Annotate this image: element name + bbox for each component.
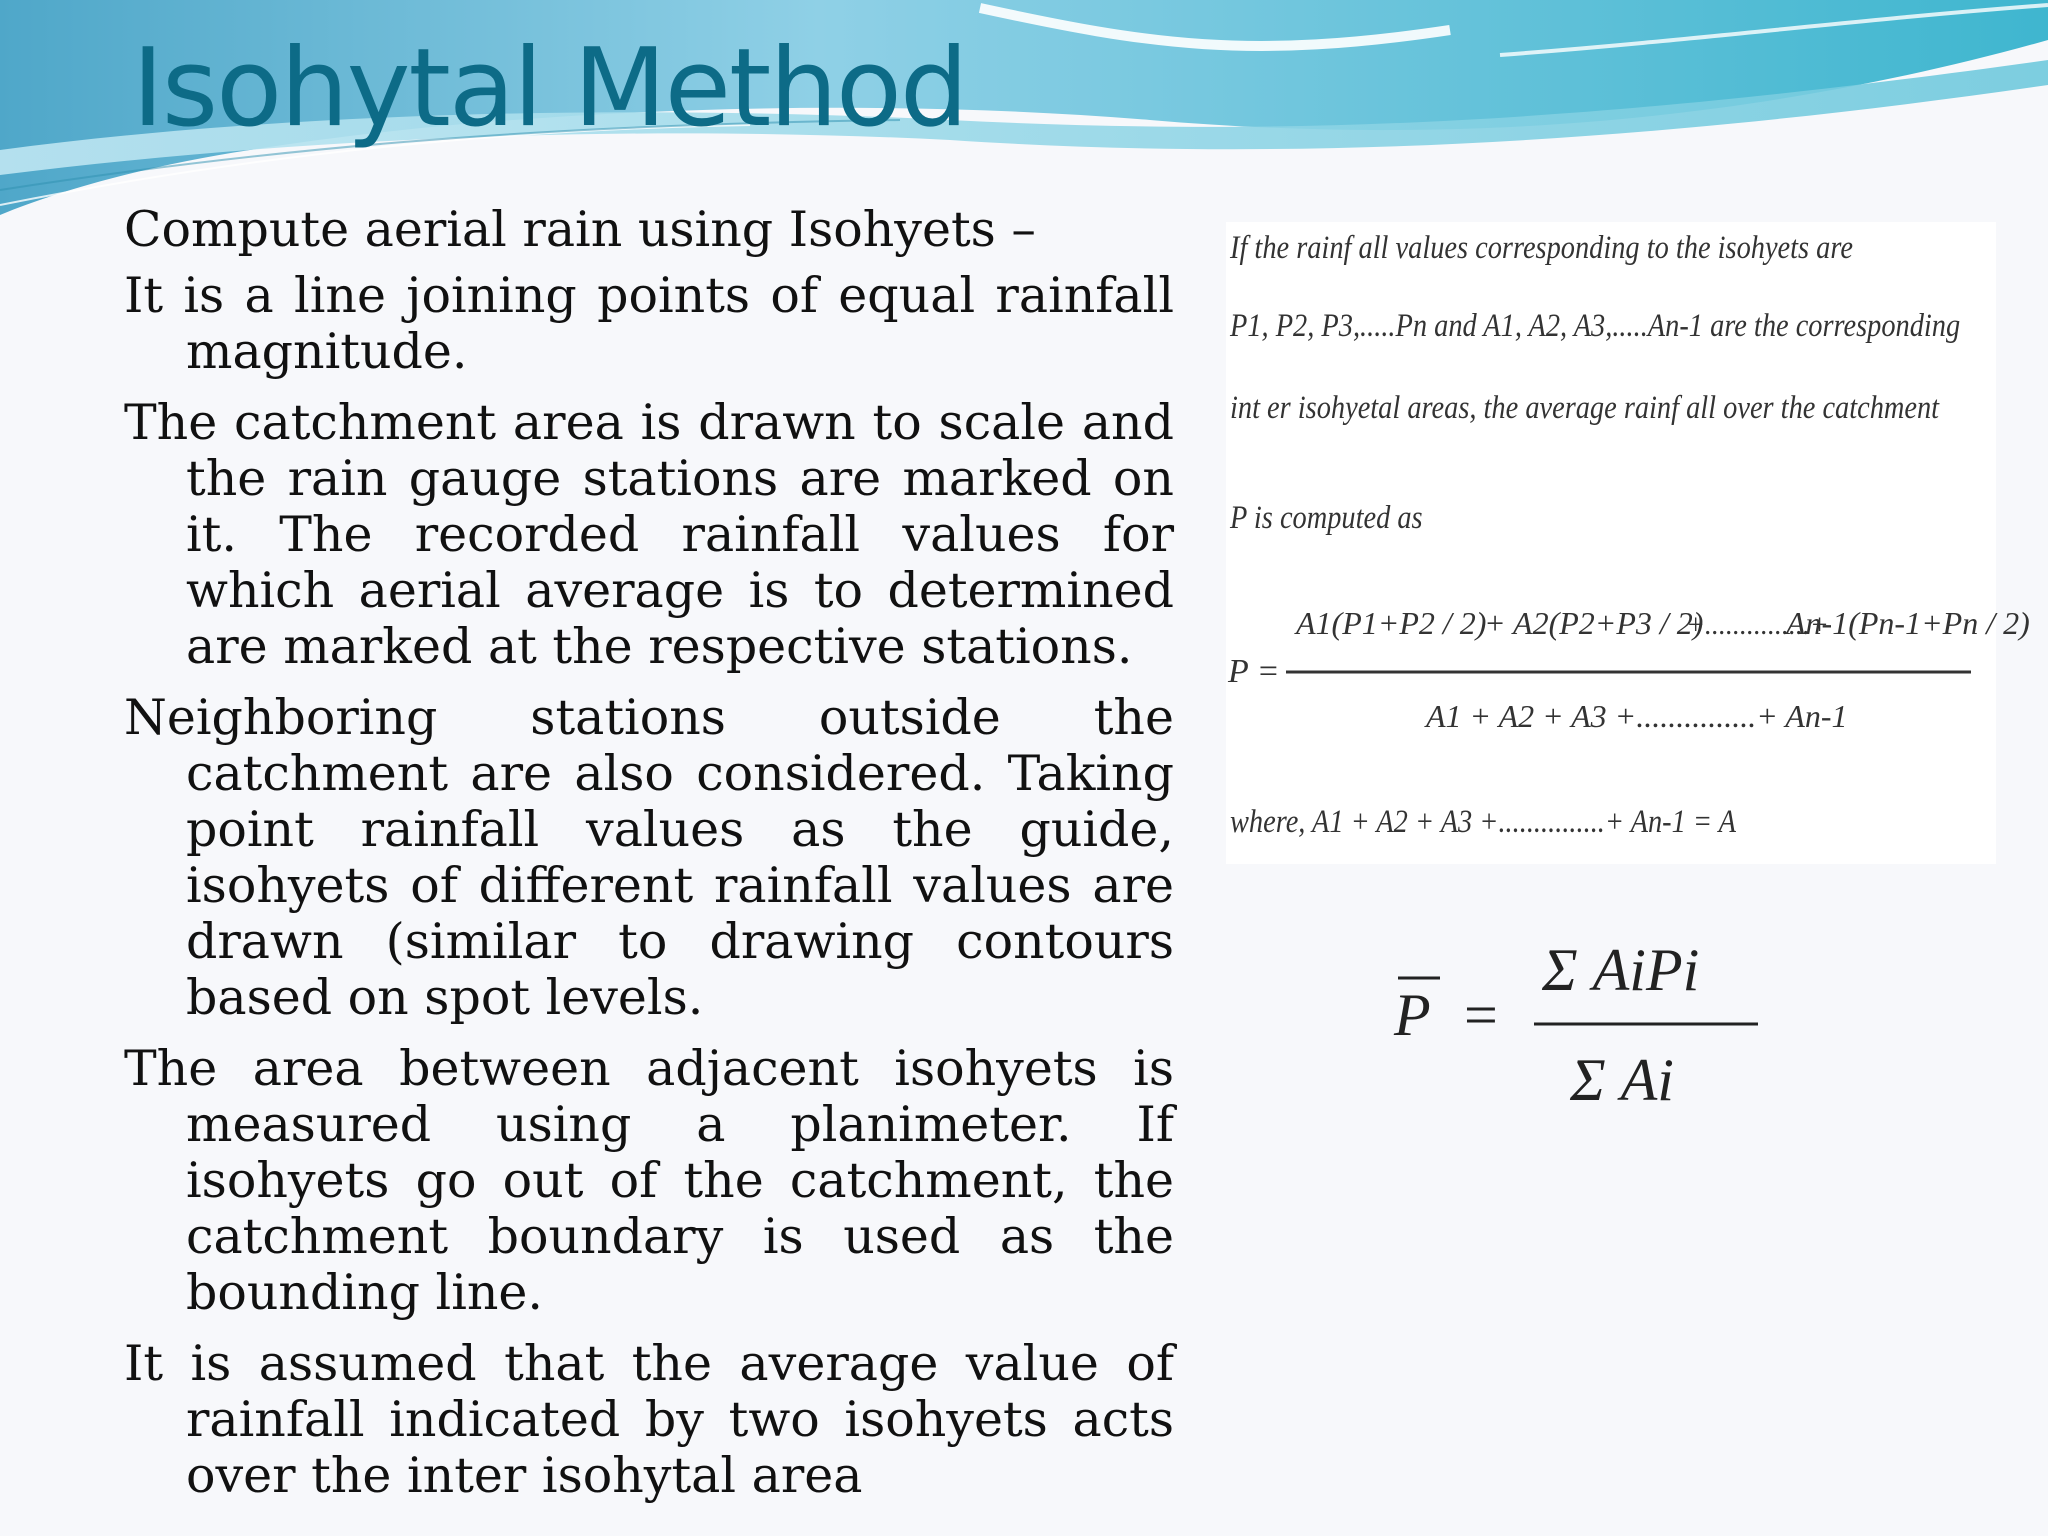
bullet-paragraph: Neighboring stations outside the catchment are also considered. Taking point rainfall values as the guide, isohyets of different rainfall values are drawn (similar to drawing contours based on spot levels.	[124, 689, 1174, 1026]
bullet-paragraph: It is a line joining points of equal rainfall magnitude.	[124, 267, 1174, 380]
equation-lhs: P =	[1228, 653, 1280, 690]
summary-lhs: P	[1394, 982, 1431, 1048]
summary-denominator: Σ Ai	[1570, 1047, 1674, 1113]
summary-equals: =	[1464, 982, 1498, 1048]
equation-denominator: A1 + A2 + A3 +...............+ An-1	[1426, 698, 1848, 734]
formula-line: where, A1 + A2 + A3 +...............+ An-1 = A	[1230, 804, 1736, 840]
numerator-term: A1(P1+P2 / 2)	[1296, 605, 1487, 641]
numerator-term: + A2(P2+P3 / 2)	[1484, 605, 1704, 641]
bullet-paragraph: Compute aerial rain using Isohyets –	[124, 201, 1036, 258]
numerator-dots: +...............+	[1686, 610, 1829, 641]
bullet-paragraph: The catchment area is drawn to scale and the rain gauge stations are marked on it. The recorded rainfall values for which aerial average is to determined are marked at the respective stations.	[124, 394, 1174, 675]
body-text	[124, 202, 1174, 1519]
formula-line: P1, P2, P3,.....Pn and A1, A2, A3,.....An-1 are the corresponding	[1230, 308, 1961, 344]
average-rainfall-equation	[1226, 542, 2030, 802]
summary-equation	[1380, 900, 1780, 1140]
formula-line: int er isohyetal areas, the average rainf all over the catchment	[1230, 390, 1940, 426]
numerator-term: An-1(Pn-1+Pn / 2)	[1786, 605, 2030, 641]
bullet-paragraph: It is assumed that the average value of rainfall indicated by two isohyets acts over the inter isohytal area	[124, 1335, 1174, 1504]
bullet-paragraph: The area between adjacent isohyets is measured using a planimeter. If isohyets go out of the catchment, the catchment boundary is used as the bounding line.	[124, 1040, 1174, 1321]
summary-numerator: Σ AiPi	[1542, 937, 1700, 1003]
slide-title: Isohytal Method	[132, 26, 967, 151]
formula-line: If the rainf all values corresponding to the isohyets are	[1230, 230, 1853, 266]
formula-line: P is computed as	[1230, 500, 1423, 536]
formula-image	[1226, 222, 2030, 864]
